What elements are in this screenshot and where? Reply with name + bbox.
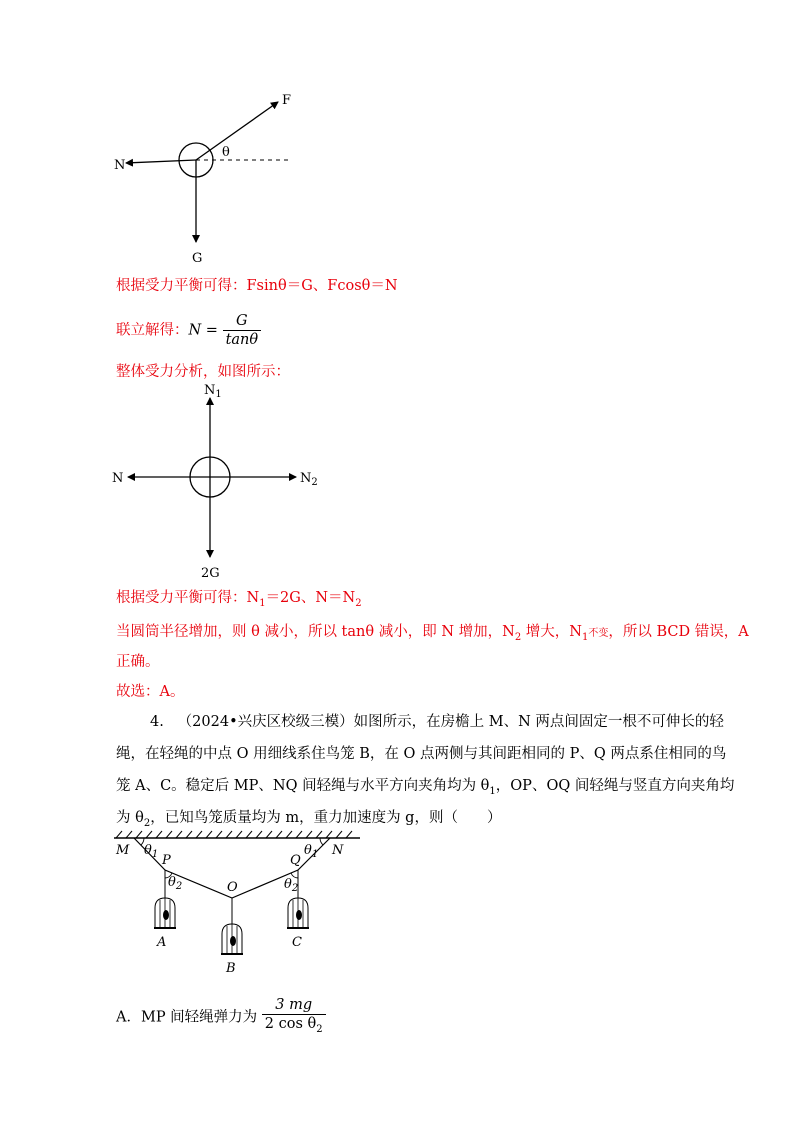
label-Q: Q	[290, 853, 301, 868]
label-theta2-right: $\theta_2$	[284, 877, 299, 894]
question-number: 4.	[150, 714, 164, 730]
solution-line-2: 联立解得：N = $\frac{G}{\tan\theta}$	[116, 312, 261, 349]
label-theta: θ	[222, 145, 230, 160]
label-theta2-left: $\theta_2$	[168, 875, 183, 892]
label-G: G	[192, 251, 203, 266]
force-F-arrow	[196, 102, 278, 160]
label-C: C	[292, 935, 302, 950]
question-line-4: 为 $\theta_2$，已知鸟笼质量均为 m，重力加速度为 g，则（ ）	[116, 810, 502, 829]
label-N: N	[114, 158, 126, 173]
ceiling-hatching	[116, 831, 352, 838]
solution-line-1: 根据受力平衡可得：Fsinθ＝G、Fcosθ＝N	[116, 278, 398, 294]
force-diagram-1	[100, 90, 300, 270]
question-line-3: 笼 A、C。稳定后 MP、NQ 间轻绳与水平方向夹角均为 $\theta_1$，OP、OQ 间轻绳与竖直方向夹角均	[116, 778, 735, 797]
solution-line-3: 整体受力分析，如图所示：	[116, 364, 290, 380]
label-B: B	[226, 961, 236, 976]
question-source: （2024•兴庆区校级三模）	[177, 714, 354, 730]
label-N: N	[112, 471, 124, 486]
label-2G: 2G	[201, 566, 220, 581]
label-F: F	[282, 93, 292, 108]
label-M: M	[116, 843, 130, 858]
label-N2: $N_2$	[300, 471, 318, 488]
label-A: A	[157, 935, 167, 950]
label-O: O	[227, 880, 238, 895]
question-line-2: 绳，在轻绳的中点 O 用细线系住鸟笼 B，在 O 点两侧与其间距相同的 P、Q 两点系住相同的鸟	[116, 746, 727, 762]
cage-A	[154, 898, 176, 928]
label-N: N	[332, 843, 344, 858]
solution-answer: 故选：A。	[116, 684, 185, 700]
option-a-fraction: $\frac{3 mg}{2 \cos \theta_2}$	[262, 996, 326, 1039]
angle-arc-Q	[291, 873, 298, 878]
question-line-1: 4. （2024•兴庆区校级三模）如图所示，在房檐上 M、N 两点间固定一根不可伸长的轻	[150, 714, 724, 730]
solution-line-4: 根据受力平衡可得：$N_1=2G$、$N=N_2$	[116, 590, 362, 609]
label-theta1-right: $\theta_1$	[304, 843, 319, 860]
label-P: P	[162, 853, 171, 868]
solution-line-6: 正确。	[116, 654, 160, 670]
bird-cage-diagram	[110, 828, 370, 978]
option-a: A．MP 间轻绳弹力为 $\frac{3 mg}{2 \cos \theta_2}$	[116, 996, 326, 1039]
force-diagram-2	[100, 382, 330, 582]
label-N1: $N_1$	[204, 383, 222, 400]
solution-line-5: 当圆筒半径增加，则 θ 减小，所以 tanθ 减小，即 N 增加，$N_2$ 增大，$N_1$不变，所以 BCD 错误，A	[116, 624, 749, 643]
force-N-arrow	[126, 160, 196, 163]
label-theta1-left: $\theta_1$	[144, 843, 159, 860]
cage-C	[287, 898, 309, 928]
cage-B	[221, 924, 243, 954]
angle-arc-N	[320, 838, 323, 845]
